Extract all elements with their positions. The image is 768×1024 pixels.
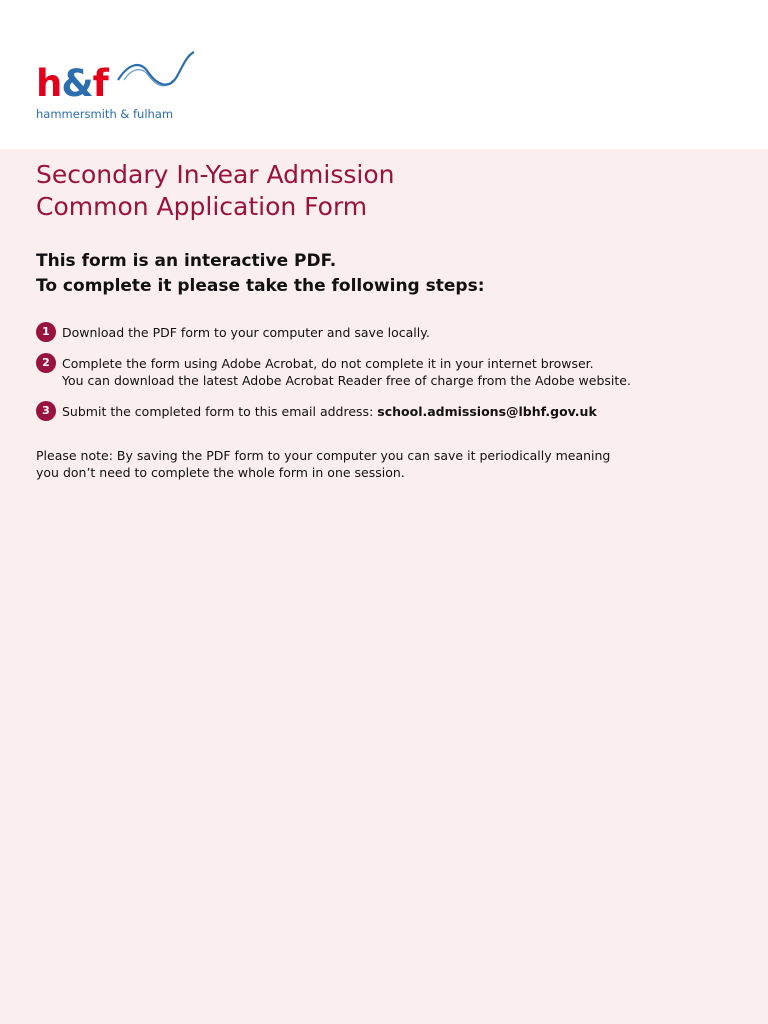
logo-subtitle: hammersmith & fulham [36,107,174,121]
step-2-line-1: Complete the form using Adobe Acrobat, do not complete it in your internet browser. [62,356,594,371]
admissions-email-link[interactable]: school.admissions@lbhf.gov.uk [377,404,597,419]
step-1-text [62,324,430,341]
intro-line-1: This form is an interactive PDF. [36,251,337,271]
page-header [0,0,768,149]
step-2-text [62,355,631,389]
step-3 [36,403,597,421]
step-3-instruction: Submit the completed form to this email address: [62,404,378,419]
intro-line-2: To complete it please take the following steps: [36,276,485,296]
step-2 [36,355,631,389]
step-3-line [62,403,597,420]
logo-letter-f: f [92,62,108,105]
please-note [36,447,610,481]
step-3-number-badge: 3 [36,401,56,421]
title-line-2: Common Application Form [36,192,368,221]
document-body [0,149,768,1024]
step-1-line-1: Download the PDF form to your computer and save locally. [62,325,430,340]
logo-ampersand: & [61,62,93,105]
step-2-number-badge: 2 [36,353,56,373]
logo-mark [36,64,108,104]
title-line-1: Secondary In-Year Admission [36,160,395,189]
document-title [36,159,394,223]
river-swoosh-icon [116,50,196,92]
hf-logo [36,50,206,125]
step-3-text [62,403,597,420]
note-line-2: you don’t need to complete the whole form in one session. [36,465,405,480]
step-1-number-badge: 1 [36,322,56,342]
note-line-1: Please note: By saving the PDF form to your computer you can save it periodically meaning [36,448,611,463]
intro-heading [36,249,485,299]
step-1 [36,324,430,342]
logo-letter-h: h [36,62,62,105]
step-2-line-2: You can download the latest Adobe Acrobat Reader free of charge from the Adobe website. [62,373,631,388]
